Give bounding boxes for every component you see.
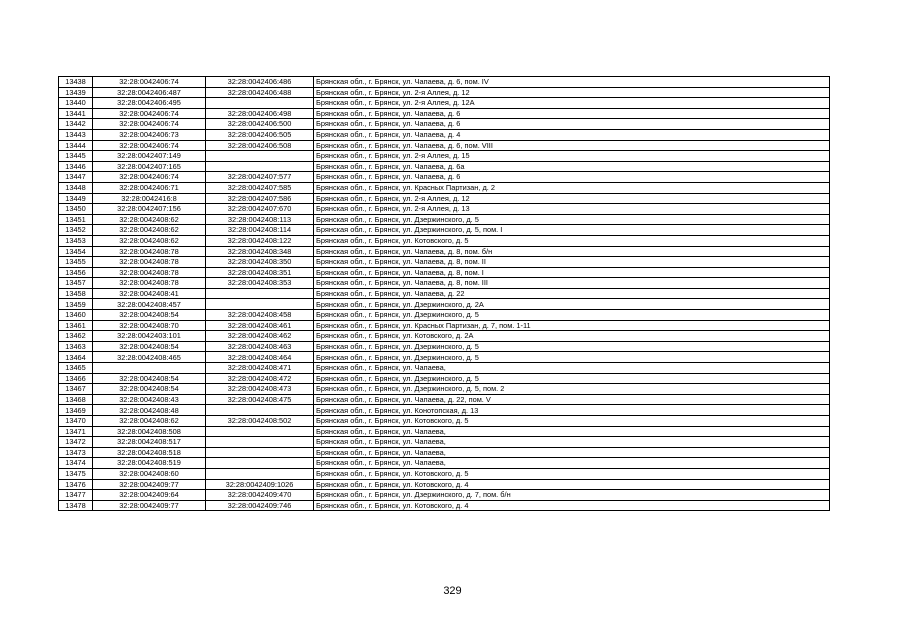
cell-cadastral-number: 32:28:0042408:41 <box>93 288 206 299</box>
cell-cadastral-number: 32:28:0042408:457 <box>93 299 206 310</box>
cell-number: 13457 <box>59 278 93 289</box>
table-row <box>59 172 830 183</box>
cell-object-cadastral-number <box>206 151 314 162</box>
cell-number: 13449 <box>59 193 93 204</box>
cell-address: Брянская обл., г. Брянск, ул. Чапаева, д. 8, пом. II <box>314 257 830 268</box>
cell-number: 13447 <box>59 172 93 183</box>
table-row <box>59 98 830 109</box>
table-row <box>59 278 830 289</box>
table-row <box>59 310 830 321</box>
cell-cadastral-number: 32:28:0042406:495 <box>93 98 206 109</box>
cell-cadastral-number: 32:28:0042408:519 <box>93 458 206 469</box>
cell-address: Брянская обл., г. Брянск, ул. Котовского, д. 4 <box>314 500 830 511</box>
cell-cadastral-number: 32:28:0042408:465 <box>93 352 206 363</box>
cell-object-cadastral-number: 32:28:0042409:470 <box>206 490 314 501</box>
cell-number: 13462 <box>59 331 93 342</box>
cell-address: Брянская обл., г. Брянск, ул. Чапаева, <box>314 437 830 448</box>
cell-cadastral-number: 32:28:0042408:54 <box>93 341 206 352</box>
cell-object-cadastral-number: 32:28:0042406:508 <box>206 140 314 151</box>
table-row <box>59 87 830 98</box>
cell-cadastral-number: 32:28:0042408:518 <box>93 447 206 458</box>
cell-number: 13472 <box>59 437 93 448</box>
cell-number: 13451 <box>59 214 93 225</box>
cell-address: Брянская обл., г. Брянск, ул. Дзержинского, д. 7, пом. б/н <box>314 490 830 501</box>
registry-table-body <box>59 77 830 511</box>
table-row <box>59 140 830 151</box>
cell-cadastral-number: 32:28:0042408:54 <box>93 310 206 321</box>
table-row <box>59 320 830 331</box>
cell-cadastral-number: 32:28:0042406:487 <box>93 87 206 98</box>
cell-object-cadastral-number <box>206 458 314 469</box>
table-row <box>59 267 830 278</box>
table-row <box>59 151 830 162</box>
cell-object-cadastral-number: 32:28:0042408:471 <box>206 363 314 374</box>
cell-address: Брянская обл., г. Брянск, ул. Дзержинского, д. 5 <box>314 310 830 321</box>
table-row <box>59 129 830 140</box>
cell-cadastral-number: 32:28:0042407:149 <box>93 151 206 162</box>
cell-number: 13463 <box>59 341 93 352</box>
table-row <box>59 405 830 416</box>
cell-object-cadastral-number: 32:28:0042407:586 <box>206 193 314 204</box>
table-row <box>59 288 830 299</box>
cell-address: Брянская обл., г. Брянск, ул. Чапаева, д. 8, пом. б/н <box>314 246 830 257</box>
cell-object-cadastral-number: 32:28:0042406:505 <box>206 129 314 140</box>
table-row <box>59 416 830 427</box>
table-row <box>59 352 830 363</box>
cell-address: Брянская обл., г. Брянск, ул. Дзержинского, д. 5, пом. 2 <box>314 384 830 395</box>
table-row <box>59 490 830 501</box>
cell-cadastral-number: 32:28:0042406:74 <box>93 172 206 183</box>
cell-object-cadastral-number: 32:28:0042408:472 <box>206 373 314 384</box>
cell-object-cadastral-number: 32:28:0042406:498 <box>206 108 314 119</box>
cell-cadastral-number: 32:28:0042408:62 <box>93 225 206 236</box>
cell-object-cadastral-number: 32:28:0042408:351 <box>206 267 314 278</box>
cell-address: Брянская обл., г. Брянск, ул. Котовского, д. 4 <box>314 479 830 490</box>
cell-object-cadastral-number: 32:28:0042408:462 <box>206 331 314 342</box>
table-row <box>59 246 830 257</box>
cell-object-cadastral-number: 32:28:0042408:458 <box>206 310 314 321</box>
cell-number: 13474 <box>59 458 93 469</box>
cell-object-cadastral-number: 32:28:0042408:122 <box>206 235 314 246</box>
table-row <box>59 426 830 437</box>
cell-cadastral-number: 32:28:0042416:8 <box>93 193 206 204</box>
cell-cadastral-number: 32:28:0042407:156 <box>93 204 206 215</box>
page-number: 329 <box>443 585 462 597</box>
cell-address: Брянская обл., г. Брянск, ул. Чапаева, д. 6 <box>314 172 830 183</box>
cell-object-cadastral-number <box>206 468 314 479</box>
cell-address: Брянская обл., г. Брянск, ул. Дзержинского, д. 5 <box>314 352 830 363</box>
cell-cadastral-number: 32:28:0042408:62 <box>93 235 206 246</box>
cell-object-cadastral-number <box>206 161 314 172</box>
cell-cadastral-number: 32:28:0042408:54 <box>93 373 206 384</box>
cell-number: 13475 <box>59 468 93 479</box>
cell-address: Брянская обл., г. Брянск, ул. Чапаева, <box>314 447 830 458</box>
cell-object-cadastral-number: 32:28:0042406:500 <box>206 119 314 130</box>
cell-cadastral-number: 32:28:0042408:517 <box>93 437 206 448</box>
cell-object-cadastral-number <box>206 98 314 109</box>
cell-address: Брянская обл., г. Брянск, ул. Котовского, д. 5 <box>314 468 830 479</box>
table-row <box>59 214 830 225</box>
table-row <box>59 119 830 130</box>
cell-cadastral-number: 32:28:0042409:77 <box>93 479 206 490</box>
cell-address: Брянская обл., г. Брянск, ул. Чапаева, д. 4 <box>314 129 830 140</box>
cell-object-cadastral-number: 32:28:0042407:670 <box>206 204 314 215</box>
cell-address: Брянская обл., г. Брянск, ул. Чапаева, д. 22 <box>314 288 830 299</box>
table-row <box>59 468 830 479</box>
cell-address: Брянская обл., г. Брянск, ул. 2-я Аллея, д. 12 <box>314 87 830 98</box>
cell-object-cadastral-number: 32:28:0042408:464 <box>206 352 314 363</box>
cell-number: 13465 <box>59 363 93 374</box>
cell-cadastral-number: 32:28:0042406:74 <box>93 108 206 119</box>
cell-address: Брянская обл., г. Брянск, ул. Чапаева, д. 8, пом. I <box>314 267 830 278</box>
cell-address: Брянская обл., г. Брянск, ул. Чапаева, д. 6, пом. IV <box>314 77 830 88</box>
cell-object-cadastral-number: 32:28:0042407:577 <box>206 172 314 183</box>
cell-cadastral-number: 32:28:0042406:74 <box>93 119 206 130</box>
cell-cadastral-number: 32:28:0042406:74 <box>93 77 206 88</box>
cell-cadastral-number: 32:28:0042408:78 <box>93 267 206 278</box>
cell-cadastral-number: 32:28:0042403:101 <box>93 331 206 342</box>
cell-number: 13469 <box>59 405 93 416</box>
cell-address: Брянская обл., г. Брянск, ул. 2-я Аллея, д. 15 <box>314 151 830 162</box>
cell-number: 13456 <box>59 267 93 278</box>
cell-object-cadastral-number: 32:28:0042408:114 <box>206 225 314 236</box>
table-row <box>59 235 830 246</box>
table-row <box>59 225 830 236</box>
cell-number: 13461 <box>59 320 93 331</box>
cell-address: Брянская обл., г. Брянск, ул. Котовского, д. 5 <box>314 416 830 427</box>
cell-number: 13468 <box>59 394 93 405</box>
table-row <box>59 447 830 458</box>
cell-cadastral-number: 32:28:0042408:78 <box>93 278 206 289</box>
cell-cadastral-number: 32:28:0042406:74 <box>93 140 206 151</box>
cell-address: Брянская обл., г. Брянск, ул. Дзержинского, д. 5 <box>314 214 830 225</box>
cell-address: Брянская обл., г. Брянск, ул. 2-я Аллея, д. 12 <box>314 193 830 204</box>
cell-object-cadastral-number: 32:28:0042409:746 <box>206 500 314 511</box>
cell-number: 13476 <box>59 479 93 490</box>
cell-number: 13453 <box>59 235 93 246</box>
table-row <box>59 437 830 448</box>
cell-address: Брянская обл., г. Брянск, ул. Дзержинского, д. 2А <box>314 299 830 310</box>
cell-number: 13439 <box>59 87 93 98</box>
cell-object-cadastral-number: 32:28:0042406:488 <box>206 87 314 98</box>
table-row <box>59 299 830 310</box>
cell-number: 13443 <box>59 129 93 140</box>
table-row <box>59 479 830 490</box>
cell-number: 13442 <box>59 119 93 130</box>
cell-number: 13470 <box>59 416 93 427</box>
cell-cadastral-number: 32:28:0042408:43 <box>93 394 206 405</box>
cell-object-cadastral-number: 32:28:0042408:113 <box>206 214 314 225</box>
cell-object-cadastral-number <box>206 299 314 310</box>
cell-cadastral-number: 32:28:0042408:54 <box>93 384 206 395</box>
cell-number: 13467 <box>59 384 93 395</box>
cell-number: 13454 <box>59 246 93 257</box>
table-row <box>59 331 830 342</box>
cell-number: 13438 <box>59 77 93 88</box>
cell-address: Брянская обл., г. Брянск, ул. Конотопская, д. 13 <box>314 405 830 416</box>
cell-address: Брянская обл., г. Брянск, ул. Чапаева, <box>314 458 830 469</box>
cell-address: Брянская обл., г. Брянск, ул. Чапаева, <box>314 363 830 374</box>
cell-cadastral-number: 32:28:0042408:78 <box>93 257 206 268</box>
table-row <box>59 373 830 384</box>
cell-number: 13441 <box>59 108 93 119</box>
table-row <box>59 108 830 119</box>
cell-cadastral-number: 32:28:0042409:77 <box>93 500 206 511</box>
cell-object-cadastral-number: 32:28:0042408:502 <box>206 416 314 427</box>
cell-object-cadastral-number <box>206 437 314 448</box>
cell-number: 13448 <box>59 182 93 193</box>
cell-cadastral-number: 32:28:0042408:62 <box>93 214 206 225</box>
cell-number: 13473 <box>59 447 93 458</box>
cell-cadastral-number: 32:28:0042408:60 <box>93 468 206 479</box>
cell-object-cadastral-number <box>206 447 314 458</box>
cell-address: Брянская обл., г. Брянск, ул. Чапаева, д. 6, пом. VIII <box>314 140 830 151</box>
cell-number: 13446 <box>59 161 93 172</box>
cell-number: 13450 <box>59 204 93 215</box>
cell-object-cadastral-number: 32:28:0042408:350 <box>206 257 314 268</box>
cell-address: Брянская обл., г. Брянск, ул. Чапаева, д. 22, пом. V <box>314 394 830 405</box>
cell-object-cadastral-number: 32:28:0042408:475 <box>206 394 314 405</box>
cell-address: Брянская обл., г. Брянск, ул. Чапаева, <box>314 426 830 437</box>
cell-object-cadastral-number: 32:28:0042408:461 <box>206 320 314 331</box>
table-row <box>59 77 830 88</box>
cell-address: Брянская обл., г. Брянск, ул. Дзержинского, д. 5 <box>314 341 830 352</box>
cell-cadastral-number: 32:28:0042408:508 <box>93 426 206 437</box>
cell-number: 13459 <box>59 299 93 310</box>
cell-cadastral-number: 32:28:0042408:70 <box>93 320 206 331</box>
cell-cadastral-number <box>93 363 206 374</box>
cell-address: Брянская обл., г. Брянск, ул. 2-я Аллея, д. 13 <box>314 204 830 215</box>
cell-cadastral-number: 32:28:0042408:48 <box>93 405 206 416</box>
cell-address: Брянская обл., г. Брянск, ул. Котовского, д. 5 <box>314 235 830 246</box>
cell-address: Брянская обл., г. Брянск, ул. Чапаева, д. 8, пом. III <box>314 278 830 289</box>
table-row <box>59 204 830 215</box>
cell-object-cadastral-number: 32:28:0042408:348 <box>206 246 314 257</box>
cell-number: 13455 <box>59 257 93 268</box>
cell-number: 13458 <box>59 288 93 299</box>
cell-address: Брянская обл., г. Брянск, ул. Котовского, д. 2А <box>314 331 830 342</box>
cell-address: Брянская обл., г. Брянск, ул. Красных Партизан, д. 2 <box>314 182 830 193</box>
cell-number: 13471 <box>59 426 93 437</box>
table-row <box>59 182 830 193</box>
cell-object-cadastral-number: 32:28:0042408:353 <box>206 278 314 289</box>
table-row <box>59 384 830 395</box>
cell-number: 13444 <box>59 140 93 151</box>
table-row <box>59 341 830 352</box>
table-row <box>59 161 830 172</box>
cell-cadastral-number: 32:28:0042406:73 <box>93 129 206 140</box>
cell-cadastral-number: 32:28:0042409:64 <box>93 490 206 501</box>
cell-object-cadastral-number <box>206 426 314 437</box>
cell-number: 13445 <box>59 151 93 162</box>
cell-number: 13466 <box>59 373 93 384</box>
cell-number: 13478 <box>59 500 93 511</box>
registry-table <box>58 76 830 511</box>
cell-cadastral-number: 32:28:0042408:78 <box>93 246 206 257</box>
table-row <box>59 257 830 268</box>
cell-address: Брянская обл., г. Брянск, ул. Дзержинского, д. 5 <box>314 373 830 384</box>
cell-object-cadastral-number <box>206 405 314 416</box>
table-row <box>59 193 830 204</box>
cell-address: Брянская обл., г. Брянск, ул. Чапаева, д. 6а <box>314 161 830 172</box>
cell-number: 13464 <box>59 352 93 363</box>
cell-object-cadastral-number <box>206 288 314 299</box>
table-row <box>59 458 830 469</box>
cell-object-cadastral-number: 32:28:0042406:486 <box>206 77 314 88</box>
cell-address: Брянская обл., г. Брянск, ул. 2-я Аллея, д. 12А <box>314 98 830 109</box>
table-row <box>59 500 830 511</box>
cell-object-cadastral-number: 32:28:0042408:463 <box>206 341 314 352</box>
cell-address: Брянская обл., г. Брянск, ул. Дзержинского, д. 5, пом. I <box>314 225 830 236</box>
table-row <box>59 394 830 405</box>
cell-address: Брянская обл., г. Брянск, ул. Чапаева, д. 6 <box>314 119 830 130</box>
cell-object-cadastral-number: 32:28:0042408:473 <box>206 384 314 395</box>
cell-number: 13440 <box>59 98 93 109</box>
cell-cadastral-number: 32:28:0042407:165 <box>93 161 206 172</box>
cell-address: Брянская обл., г. Брянск, ул. Красных Партизан, д. 7, пом. 1-11 <box>314 320 830 331</box>
cell-number: 13460 <box>59 310 93 321</box>
cell-object-cadastral-number: 32:28:0042407:585 <box>206 182 314 193</box>
cell-object-cadastral-number: 32:28:0042409:1026 <box>206 479 314 490</box>
cell-cadastral-number: 32:28:0042408:62 <box>93 416 206 427</box>
cell-cadastral-number: 32:28:0042406:71 <box>93 182 206 193</box>
cell-number: 13452 <box>59 225 93 236</box>
table-row <box>59 363 830 374</box>
cell-number: 13477 <box>59 490 93 501</box>
cell-address: Брянская обл., г. Брянск, ул. Чапаева, д. 6 <box>314 108 830 119</box>
